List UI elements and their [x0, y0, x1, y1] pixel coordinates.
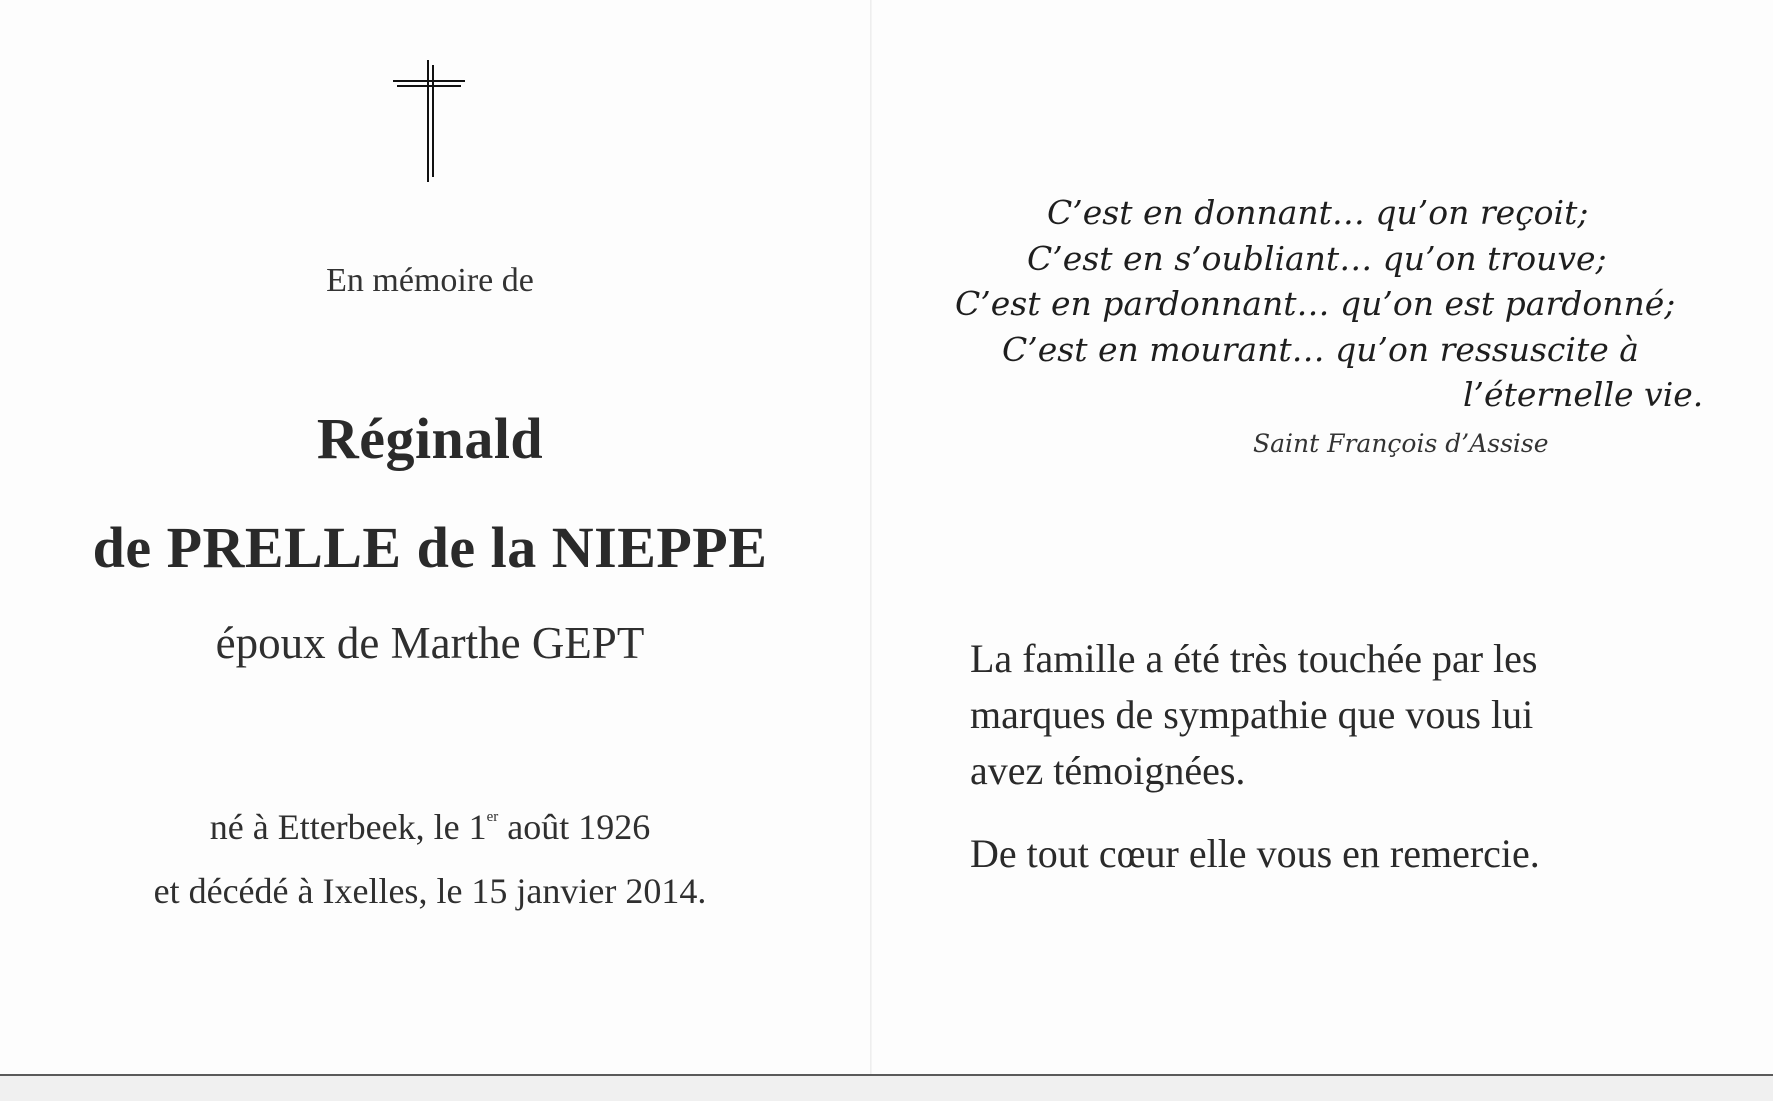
left-panel [0, 0, 860, 1070]
thanks-line: La famille a été très touchée par les [970, 636, 1538, 681]
poem-line: C’est en pardonnant… qu’on est pardonné; [955, 284, 1676, 323]
birth-ordinal: er [486, 809, 499, 825]
poem-line: C’est en donnant… qu’on reçoit; [1047, 193, 1589, 232]
card-fold [870, 0, 872, 1075]
right-panel [880, 0, 1773, 1070]
card-bottom-edge [0, 1074, 1773, 1101]
poem-line: C’est en s’oubliant… qu’on trouve; [1027, 239, 1607, 278]
thanks-line: avez témoignées. [970, 748, 1246, 793]
spouse-line: époux de Marthe GEPT [215, 618, 645, 668]
deceased-family-name: de PRELLE de la NIEPPE [92, 515, 768, 580]
poem-line: l’éternelle vie. [1463, 375, 1704, 414]
poem-line: C’est en mourant… qu’on ressuscite à [1002, 330, 1639, 369]
birth-suffix: août 1926 [498, 807, 651, 847]
birth-line [0, 806, 860, 848]
deceased-first-name: Réginald [316, 406, 544, 471]
thanks-line: De tout cœur elle vous en remercie. [970, 831, 1540, 876]
latin-cross-icon [393, 60, 465, 182]
memorial-intro: En mémoire de [326, 262, 534, 299]
birth-prefix: né à Etterbeek, le 1 [209, 807, 487, 847]
death-line: et décédé à Ixelles, le 15 janvier 2014. [153, 871, 707, 911]
thanks-line: marques de sympathie que vous lui [970, 692, 1534, 737]
poem-author: Saint François d’Assise [1253, 429, 1549, 458]
